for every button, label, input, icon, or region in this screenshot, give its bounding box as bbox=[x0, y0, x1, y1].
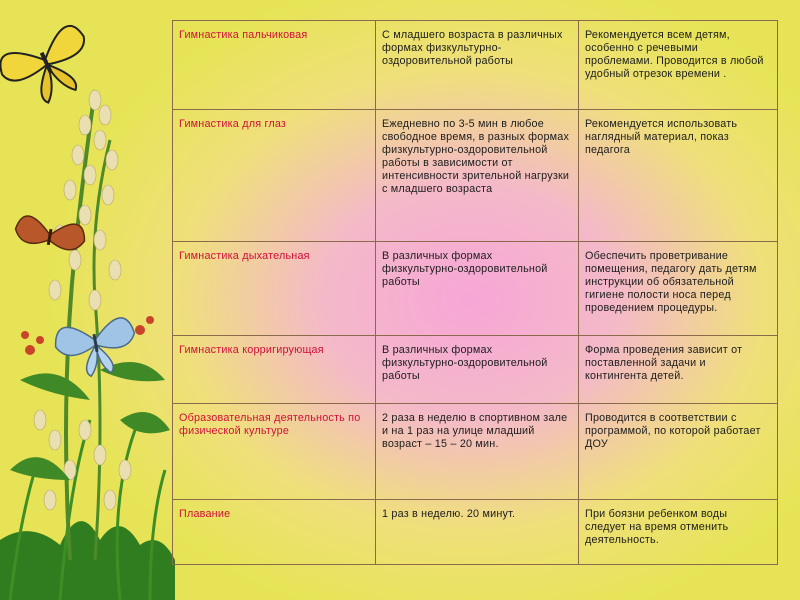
activity-schedule-cell: 1 раз в неделю. 20 минут. bbox=[376, 500, 579, 565]
activity-type-cell: Гимнастика для глаз bbox=[173, 110, 376, 242]
activity-note-cell: Форма проведения зависит от поставленной задачи и контингента детей. bbox=[579, 336, 778, 404]
activity-schedule-cell: С младшего возраста в различных формах физкультурно-оздоровительной работы bbox=[376, 21, 579, 110]
activity-note-cell: Проводится в соответствии с программой, по которой работает ДОУ bbox=[579, 404, 778, 500]
table-row bbox=[173, 336, 778, 404]
activity-schedule-cell: В различных формах физкультурно-оздоровительной работы bbox=[376, 242, 579, 336]
activity-type-cell: Образовательная деятельность по физической культуре bbox=[173, 404, 376, 500]
activity-type-cell: Гимнастика корригирующая bbox=[173, 336, 376, 404]
table-row bbox=[173, 21, 778, 110]
butterflies-and-flowers-icon bbox=[0, 0, 175, 600]
activity-type-cell: Плавание bbox=[173, 500, 376, 565]
table-row bbox=[173, 110, 778, 242]
activity-schedule-cell: Ежедневно по 3-5 мин в любое свободное время, в разных формах физкультурно-оздоровительной работы в зависимости от интенсивности зрительной нагрузки с младшего возраста bbox=[376, 110, 579, 242]
activities-table bbox=[172, 20, 778, 565]
activity-type-cell: Гимнастика дыхательная bbox=[173, 242, 376, 336]
table-row bbox=[173, 242, 778, 336]
activity-note-cell: Рекомендуется всем детям, особенно с речевыми проблемами. Проводится в любой удобный отрезок времени . bbox=[579, 21, 778, 110]
table-row bbox=[173, 500, 778, 565]
table-row bbox=[173, 404, 778, 500]
activity-type-cell: Гимнастика пальчиковая bbox=[173, 21, 376, 110]
activity-schedule-cell: В различных формах физкультурно-оздоровительной работы bbox=[376, 336, 579, 404]
activities-table-container bbox=[172, 20, 778, 546]
activity-schedule-cell: 2 раза в неделю в спортивном зале и на 1 раз на улице младший возраст – 15 – 20 мин. bbox=[376, 404, 579, 500]
activity-note-cell: Рекомендуется использовать наглядный материал, показ педагога bbox=[579, 110, 778, 242]
activity-note-cell: При боязни ребенком воды следует на время отменить деятельность. bbox=[579, 500, 778, 565]
activity-note-cell: Обеспечить проветривание помещения, педагогу дать детям инструкции об обязательной гигиене полости носа перед проведением процедуры. bbox=[579, 242, 778, 336]
